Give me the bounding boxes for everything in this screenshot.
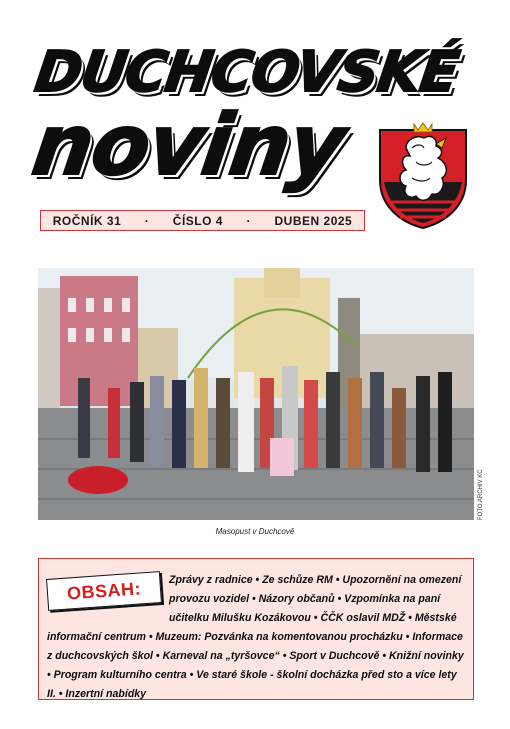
issue-number: ČÍSLO 4 <box>172 213 223 228</box>
contents-label-spacer <box>47 571 169 611</box>
contents-label: OBSAH: <box>46 571 162 611</box>
issue-separator: · <box>246 213 251 228</box>
masthead-title-line1: DUCHCOVSKÉ <box>31 40 463 105</box>
contents-text: Zprávy z radnice • Ze schůze RM • Upozornění na omezení provozu vozidel • Názory občanů • Vzpomínka na paní učitelku Milušku Kozákovou • ČČK oslavil MDŽ • Městské informační centrum • Muzeum: Pozvánka na komentovanou procházku • Informace z duchcovských škol • Karneval na „tyršovce“ • Sport v Duchcově • Knižní novinky • Program kulturního centra • Ve staré škole - školní docházka před sto a více lety II. • Inzertní nabídky <box>47 574 464 700</box>
issue-separator: · <box>144 213 150 228</box>
masthead-title-line2: noviny <box>26 96 351 194</box>
issue-volume: ROČNÍK 31 <box>52 213 122 228</box>
contents-box <box>38 558 474 700</box>
contents-text-wrap <box>47 571 467 704</box>
cover-photo <box>38 268 474 520</box>
photo-credit: FOTO ARCHIV KC <box>478 469 484 520</box>
issue-info-bar <box>40 210 365 231</box>
photo-caption: Masopust v Duchcově <box>215 527 295 536</box>
issue-date: DUBEN 2025 <box>274 213 353 228</box>
coat-of-arms-icon <box>376 122 470 230</box>
